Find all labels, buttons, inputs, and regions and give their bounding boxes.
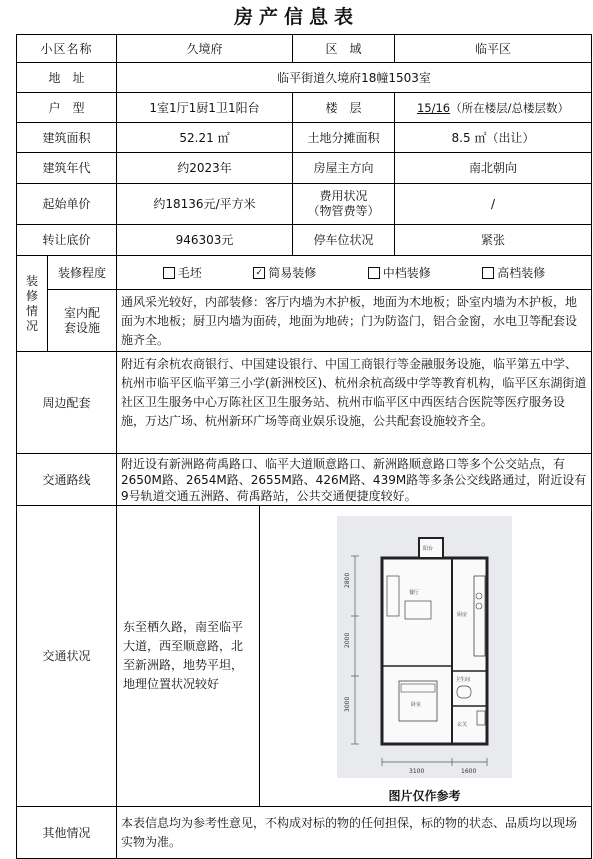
dim-3000: 3000 bbox=[344, 696, 351, 712]
room-kitchen: 厨房 bbox=[457, 612, 468, 618]
region-value: 临平区 bbox=[394, 34, 592, 63]
other-label: 其他情况 bbox=[16, 806, 117, 859]
surroundings-label: 周边配套 bbox=[16, 351, 117, 454]
land-label: 土地分摊面积 bbox=[292, 122, 395, 153]
community-value: 久境府 bbox=[116, 34, 293, 63]
option-label: 简易装修 bbox=[268, 265, 317, 280]
room-balcony: 阳台 bbox=[423, 546, 434, 552]
page-title: 房产信息表 bbox=[233, 6, 359, 28]
option-label: 中档装修 bbox=[382, 265, 431, 280]
other-text: 本表信息均为参考性意见，不构成对标的物的任何担保，标的物的状态、品质均以现场实物为准。 bbox=[116, 806, 592, 859]
decoration-char-1: 装 bbox=[25, 273, 38, 288]
layout-value: 1室1厅1厨1卫1阳台 bbox=[116, 92, 293, 123]
region-label: 区 域 bbox=[292, 34, 395, 63]
floor-cell bbox=[394, 92, 592, 123]
option-high[interactable] bbox=[482, 265, 545, 281]
transport-lines-text: 附近设有新洲路荷禹路口、临平大道顺意路口、新洲路顺意路口等多个公交站点，有2650M路、2654M路、2655M路、426M路、439M路等多条公交线路通过，附近设有9号轨道交通五洲路、荷禹路站，公共交通便捷度较好。 bbox=[116, 453, 592, 506]
transport-lines-label: 交通路线 bbox=[16, 453, 117, 506]
unit-price-value: 约18136元/平方米 bbox=[116, 183, 293, 225]
checkbox-icon[interactable] bbox=[163, 267, 175, 279]
facility-label bbox=[47, 289, 117, 352]
decoration-char-3: 情 bbox=[25, 303, 38, 318]
layout-label: 户 型 bbox=[16, 92, 117, 123]
area-value: 52.21 ㎡ bbox=[116, 122, 293, 153]
dim-1600: 1600 bbox=[461, 768, 477, 775]
dim-2000: 2000 bbox=[344, 632, 351, 648]
floorplan-image bbox=[337, 516, 512, 778]
orientation-label: 房屋主方向 bbox=[292, 152, 395, 184]
option-label: 高档装修 bbox=[497, 265, 546, 280]
facility-label-line1: 室内配 bbox=[63, 305, 100, 320]
fee-label-line2: （物管费等） bbox=[307, 204, 380, 218]
land-value: 8.5 ㎡（出让） bbox=[394, 122, 592, 153]
decoration-char-4: 况 bbox=[25, 318, 38, 333]
unit-price-label: 起始单价 bbox=[16, 183, 117, 225]
decoration-char-2: 修 bbox=[25, 288, 38, 303]
option-simple[interactable] bbox=[253, 265, 316, 281]
option-rough[interactable] bbox=[163, 265, 202, 281]
room-bathroom: 卫生间 bbox=[455, 677, 471, 683]
address-label: 地 址 bbox=[16, 62, 117, 93]
orientation-value: 南北朝向 bbox=[394, 152, 592, 184]
facility-text: 通风采光较好，内部装修：客厅内墙为木护板，地面为木地板；卧室内墙为木护板，地面为木地板；厨卫内墙为面砖，地面为地砖；门为防盗门，铝合金窗，水电卫等配套设施齐全。 bbox=[116, 289, 592, 352]
room-bedroom: 卧室 bbox=[411, 702, 422, 708]
fee-value: / bbox=[394, 183, 592, 225]
option-label: 毛坯 bbox=[177, 265, 202, 280]
dim-3100: 3100 bbox=[409, 768, 425, 775]
year-value: 约2023年 bbox=[116, 152, 293, 184]
parking-value: 紧张 bbox=[394, 224, 592, 256]
fee-label bbox=[292, 183, 395, 225]
surroundings-text: 附近有余杭农商银行、中国建设银行、中国工商银行等金融服务设施，临平第五中学、杭州市临平区临平第三小学(新洲校区)、杭州余杭高级中学等教育机构，临平区东湖街道社区卫生服务中心万陈社区卫生服务站、杭州市临平区中西医结合医院等医疗服务设施，万达广场、杭州新环广场等商业娱乐设施，公共配套设施较齐全。 bbox=[116, 351, 592, 454]
floor-value: 15/16 bbox=[416, 100, 451, 115]
checkbox-icon[interactable] bbox=[368, 267, 380, 279]
decoration-level-label: 装修程度 bbox=[47, 255, 117, 290]
parking-label: 停车位状况 bbox=[292, 224, 395, 256]
room-dining: 餐厅 bbox=[409, 590, 420, 596]
room-entry: 玄关 bbox=[457, 722, 468, 728]
floor-label: 楼 层 bbox=[292, 92, 395, 123]
checked-checkbox-icon[interactable]: ✓ bbox=[253, 267, 265, 279]
address-value: 临平街道久境府18幢1503室 bbox=[116, 62, 592, 93]
floor-note: （所在楼层/总楼层数） bbox=[450, 100, 570, 115]
floorplan-caption: 图片仅作参考 bbox=[388, 789, 461, 803]
area-label: 建筑面积 bbox=[16, 122, 117, 153]
decoration-options bbox=[116, 255, 592, 290]
fee-label-line1: 费用状况 bbox=[319, 189, 368, 203]
year-label: 建筑年代 bbox=[16, 152, 117, 184]
facility-label-line2: 套设施 bbox=[63, 320, 100, 335]
community-label: 小区名称 bbox=[16, 34, 117, 63]
option-mid[interactable] bbox=[368, 265, 431, 281]
decoration-section-label bbox=[16, 255, 48, 352]
dim-2800: 2800 bbox=[344, 572, 351, 588]
base-price-value: 946303元 bbox=[116, 224, 293, 256]
base-price-label: 转让底价 bbox=[16, 224, 117, 256]
checkbox-icon[interactable] bbox=[482, 267, 494, 279]
transport-status-label: 交通状况 bbox=[16, 505, 117, 807]
transport-status-text: 东至栖久路，南至临平大道，西至顺意路，北至新洲路，地势平坦，地理位置状况较好 bbox=[116, 505, 260, 807]
